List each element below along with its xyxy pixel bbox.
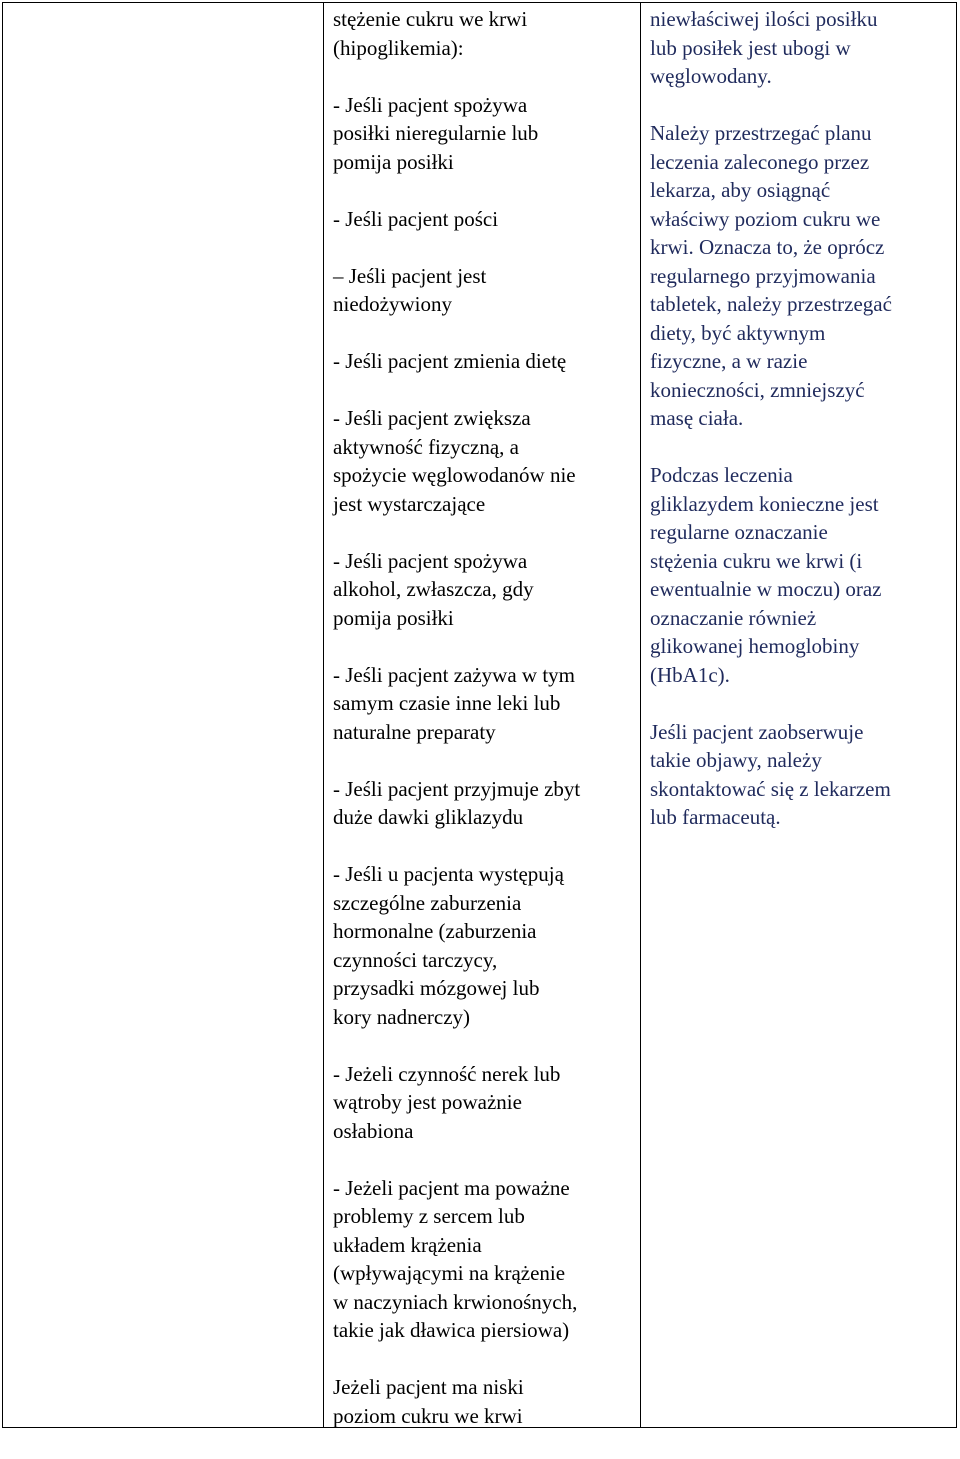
paragraph-other-medicines: - Jeśli pacjent zażywa w tym samym czasie inne leki lub naturalne preparaty — [333, 662, 575, 744]
paragraph-physical-activity: - Jeśli pacjent zwiększa aktywność fizyczną, a spożycie węglowodanów nie jest wystarczające — [333, 406, 576, 516]
column-divider-right — [640, 2, 641, 1428]
paragraph-overdose: - Jeśli pacjent przyjmuje zbyt duże dawki gliklazydu — [333, 776, 581, 829]
paragraph-hypoglycemia-heading: stężenie cukru we krwi (hipoglikemia): — [333, 7, 528, 60]
paragraph-monitoring: Podczas leczenia gliklazydem konieczne jest regularne oznaczanie stężenia cukru we krwi (i ewentualnie w moczu) oraz oznaczanie również glikowanej hemoglobiny (HbA1c). — [650, 463, 882, 687]
paragraph-low-blood-sugar: Jeżeli pacjent ma niski poziom cukru we krwi — [333, 1375, 524, 1428]
paragraph-alcohol: - Jeśli pacjent spożywa alkohol, zwłaszcza, gdy pomija posiłki — [333, 548, 534, 630]
paragraph-hormonal-disorders: - Jeśli u pacjenta występują szczególne zaburzenia hormonalne (zaburzenia czynności tarczycy, przysadki mózgowej lub kory nadnerczy) — [333, 862, 564, 1029]
column-divider-left — [323, 2, 324, 1428]
paragraph-treatment-plan: Należy przestrzegać planu leczenia zaleconego przez lekarza, aby osiągnąć właściwy poziom cukru we krwi. Oznacza to, że oprócz regularnego przyjmowania tabletek, należy przestrzegać diety, być aktywnym fizyczne, a w razie konieczności, zmniejszyć masę ciała. — [650, 121, 892, 430]
paragraph-diet-change: - Jeśli pacjent zmienia dietę — [333, 349, 567, 373]
paragraph-fasting: - Jeśli pacjent pości — [333, 206, 499, 231]
paragraph-meal-quantity: niewłaściwej ilości posiłku lub posiłek jest ubogi w węglowodany. — [650, 7, 878, 88]
paragraph-irregular-meals: - Jeśli pacjent spożywa posiłki nieregularnie lub pomija posiłki — [333, 92, 539, 174]
paragraph-malnourished: – Jeśli pacjent jest niedożywiony — [333, 263, 487, 316]
right-column — [650, 5, 950, 860]
middle-column — [333, 5, 633, 1459]
paragraph-heart-problems: - Jeżeli pacjent ma poważne problemy z sercem lub układem krążenia (wpływającymi na krążenie w naczyniach krwionośnych, takie jak dławica piersiowa) — [333, 1175, 578, 1342]
paragraph-contact-doctor: Jeśli pacjent zaobserwuje takie objawy, należy skontaktować się z lekarzem lub farmaceutą. — [650, 719, 891, 829]
paragraph-kidney-liver: - Jeżeli czynność nerek lub wątroby jest poważnie osłabiona — [333, 1061, 561, 1143]
